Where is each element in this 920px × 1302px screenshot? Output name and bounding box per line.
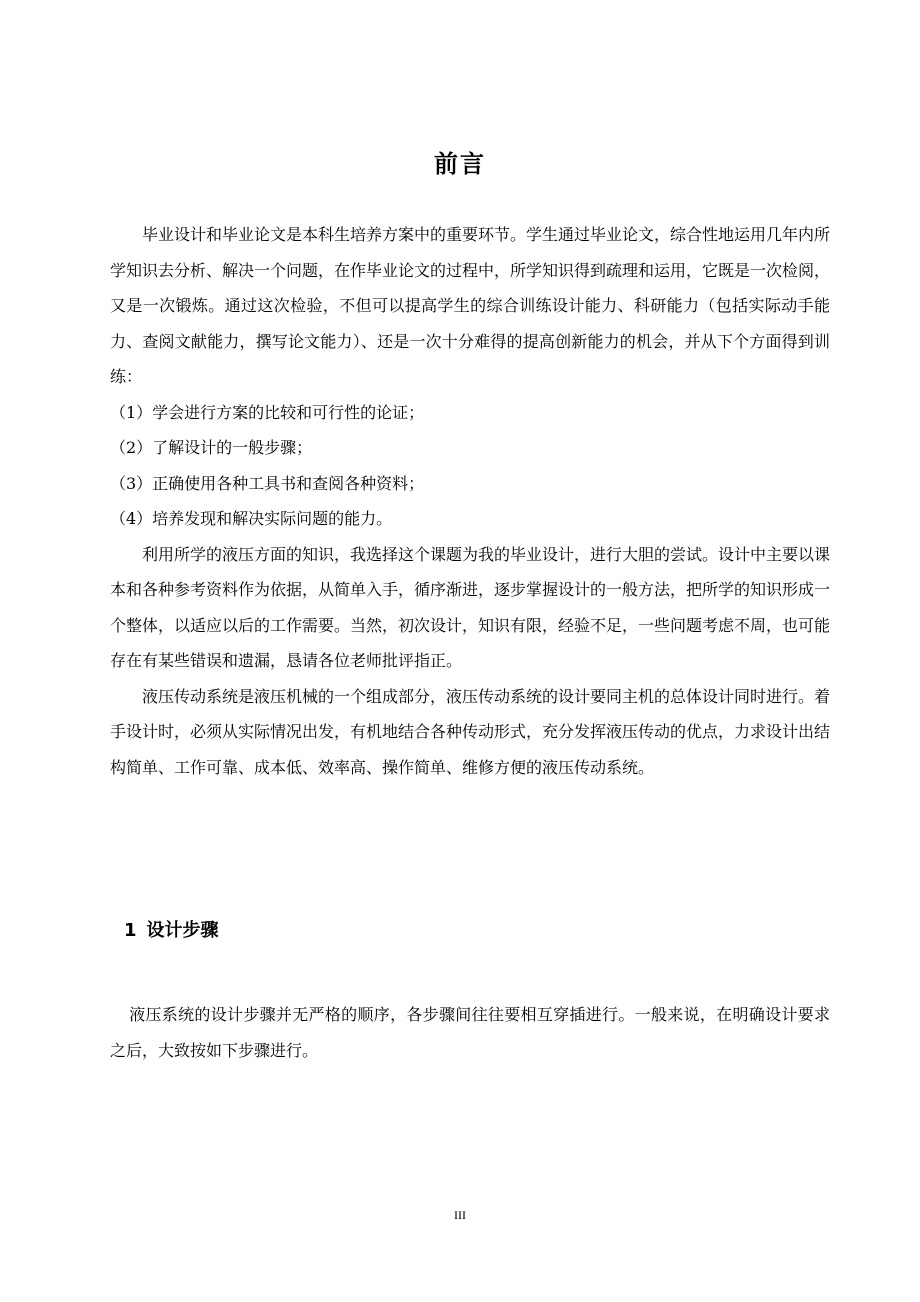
list-item: （4）培养发现和解决实际问题的能力。 (110, 509, 393, 528)
list-item: （3）正确使用各种工具书和查阅各种资料； (110, 473, 425, 493)
section-number: 1 (124, 920, 137, 941)
page-title: 前言 (434, 150, 486, 178)
intro-paragraph-1: 毕业设计和毕业论文是本科生培养方案中的重要环节。学生通过毕业论文，综合性地运用几年内所学知识去分析、解决一个问题，在作毕业论文的过程中，所学知识得到疏理和运用，它既是一次检阅，又是一次锻炼。通过这次检验，不但可以提高学生的综合训练设计能力、科研能力（包括实际动手能力、查阅文献能力，撰写论文能力）、还是一次十分难得的提高创新能力的机会，并从下个方面得到训练： (110, 225, 831, 386)
section-body (110, 997, 830, 1068)
list-item: （2）了解设计的一般步骤； (110, 438, 313, 457)
intro-paragraph-2: 利用所学的液压方面的知识，我选择这个课题为我的毕业设计，进行大胆的尝试。设计中主要以课本和各种参考资料作为依据，从简单入手，循序渐进，逐步掌握设计的一般方法，把所学的知识形成一个整体，以适应以后的工作需要。当然，初次设计，知识有限，经验不足，一些问题考虑不周，也可能存在有某些错误和遗漏，恳请各位老师批评指正。 (110, 544, 831, 670)
section-heading (124, 914, 219, 948)
section-title: 设计步骤 (146, 920, 219, 941)
page-number: III (454, 1208, 466, 1222)
intro-body (110, 217, 830, 785)
intro-paragraph-3: 液压传动系统是液压机械的一个组成部分，液压传动系统的设计要同主机的总体设计同时进行。着手设计时，必须从实际情况出发，有机地结合各种传动形式，充分发挥液压传动的优点，力求设计出结构简单、工作可靠、成本低、效率高、操作简单、维修方便的液压传动系统。 (110, 686, 831, 777)
section-paragraph: 液压系统的设计步骤并无严格的顺序，各步骤间往往要相互穿插进行。一般来说，在明确设计要求之后，大致按如下步骤进行。 (110, 1005, 830, 1060)
list-item: （1）学会进行方案的比较和可行性的论证； (110, 402, 425, 422)
